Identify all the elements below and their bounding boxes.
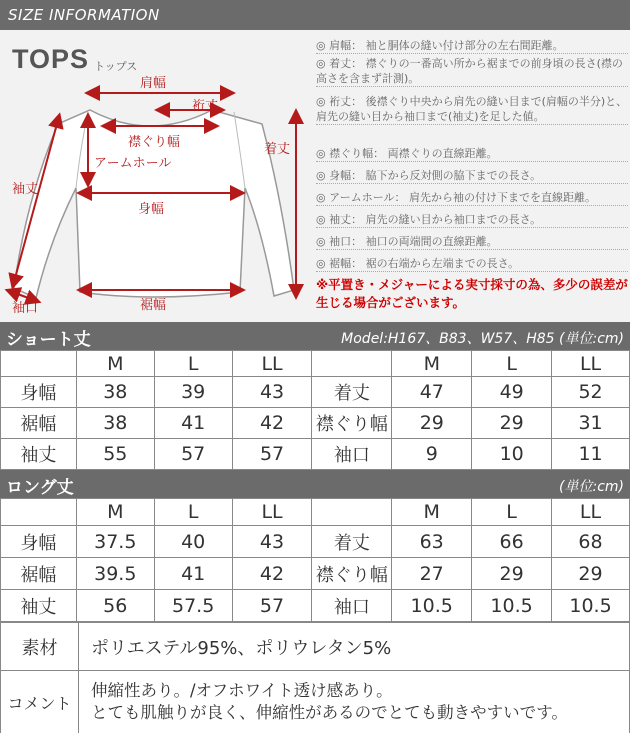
table-row [1, 408, 630, 439]
table-cell: 38 [76, 377, 154, 408]
table-cell: 37.5 [76, 526, 154, 558]
size-ll: LL [552, 351, 630, 377]
row-label: 裾幅 [1, 408, 77, 439]
comment-row [1, 671, 630, 733]
long-size-table [0, 498, 630, 622]
tops-subtitle: トップス [94, 60, 138, 73]
row-label: 袖口 [312, 590, 392, 622]
table-cell: 66 [472, 526, 552, 558]
desc-kitake: ◎ 着丈： 襟ぐりの一番高い所から裾までの前身頃の長さ(襟の高さを含まず計測)。 [316, 56, 628, 87]
desc-sodeguchi: ◎ 袖口： 袖口の両端間の直線距離。 [316, 234, 628, 250]
comment-value [79, 671, 630, 733]
comment-line-2: とても肌触りが良く、伸縮性があるのでとても動きやすいです。 [91, 703, 568, 722]
size-l: L [472, 499, 552, 526]
row-label: 襟ぐり幅 [312, 408, 392, 439]
table-cell: 41 [154, 408, 232, 439]
label-erigurihaba: 襟ぐり幅 [128, 135, 181, 150]
table-cell: 10.5 [392, 590, 472, 622]
label-sodeguchi: 袖口 [12, 301, 39, 316]
table-cell: 29 [472, 408, 552, 439]
table-cell: 47 [392, 377, 472, 408]
row-label: 着丈 [312, 526, 392, 558]
table-cell: 52 [552, 377, 630, 408]
label-susohaba: 裾幅 [140, 298, 167, 313]
table-cell: 43 [232, 377, 312, 408]
short-size-table [0, 350, 630, 470]
desc-mihaba: ◎ 身幅： 脇下から反対側の脇下までの長さ。 [316, 168, 628, 184]
desc-susohaba: ◎ 裾幅： 裾の右端から左端までの長さ。 [316, 256, 628, 272]
short-title: ショート丈 [6, 330, 91, 350]
table-cell: 40 [154, 526, 232, 558]
label-katahaba: 肩幅 [140, 76, 167, 91]
table-cell: 11 [552, 439, 630, 470]
table-cell: 56 [76, 590, 154, 622]
long-unit: (単位:cm) [559, 479, 624, 495]
row-label: 袖口 [312, 439, 392, 470]
material-value: ポリエステル95%、ポリウレタン5% [79, 623, 630, 671]
label-sodetake: 袖丈 [12, 182, 39, 197]
size-l: L [154, 351, 232, 377]
table-cell: 68 [552, 526, 630, 558]
table-cell: 29 [472, 558, 552, 590]
size-info-header [0, 0, 630, 30]
row-label: 裾幅 [1, 558, 77, 590]
table-row [1, 377, 630, 408]
row-label: 袖丈 [1, 439, 77, 470]
desc-katahaba: ◎ 肩幅： 袖と胴体の縫い付け部分の左右間距離。 [316, 38, 628, 54]
desc-erigurihaba: ◎ 襟ぐり幅： 両襟ぐりの直線距離。 [316, 146, 628, 162]
table-row [1, 499, 630, 526]
size-m: M [392, 499, 472, 526]
label-kitake: 着丈 [264, 142, 291, 157]
size-m: M [76, 499, 154, 526]
table-cell: 39 [154, 377, 232, 408]
measure-warning: ※平置き・メジャーによる実寸採寸の為、多少の誤差が生じる場合がございます。 [316, 277, 628, 310]
desc-armhole: ◎ アームホール： 肩先から袖の付け下までを直線距離。 [316, 190, 628, 206]
table-cell: 57 [232, 590, 312, 622]
long-title: ロング丈 [6, 478, 74, 498]
table-row [1, 439, 630, 470]
row-label: 袖丈 [1, 590, 77, 622]
table-cell: 63 [392, 526, 472, 558]
material-table [0, 622, 630, 733]
comment-line-1: 伸縮性あり。/オフホワイト透け感あり。 [91, 681, 393, 700]
row-label: 襟ぐり幅 [312, 558, 392, 590]
table-cell: 57.5 [154, 590, 232, 622]
table-row [1, 590, 630, 622]
table-cell: 38 [76, 408, 154, 439]
table-row [1, 351, 630, 377]
table-row [1, 526, 630, 558]
table-cell: 29 [392, 408, 472, 439]
table-cell: 10.5 [552, 590, 630, 622]
table-cell: 42 [232, 558, 312, 590]
comment-label: コメント [1, 671, 79, 733]
short-model-info: Model:H167、B83、W57、H85 (単位:cm) [341, 331, 624, 347]
table-cell: 42 [232, 408, 312, 439]
row-label: 身幅 [1, 526, 77, 558]
table-cell: 10.5 [472, 590, 552, 622]
table-cell: 39.5 [76, 558, 154, 590]
table-cell: 9 [392, 439, 472, 470]
size-l: L [472, 351, 552, 377]
table-cell: 57 [232, 439, 312, 470]
size-l: L [154, 499, 232, 526]
tops-title: TOPS [12, 44, 90, 74]
short-section-header [0, 322, 630, 350]
label-yukitake: 裄丈 [192, 99, 219, 114]
size-m: M [392, 351, 472, 377]
long-section-header [0, 470, 630, 498]
material-row [1, 623, 630, 671]
desc-yukitake: ◎ 裄丈： 後襟ぐり中央から肩先の縫い目まで(肩幅の半分)と、肩先の縫い目から袖口まで(袖丈)を足した値。 [316, 95, 628, 123]
size-m: M [76, 351, 154, 377]
table-cell: 27 [392, 558, 472, 590]
table-cell: 57 [154, 439, 232, 470]
table-cell: 49 [472, 377, 552, 408]
header-title: SIZE INFORMATION [8, 6, 160, 24]
size-ll: LL [232, 351, 312, 377]
material-label: 素材 [1, 623, 79, 671]
table-cell: 43 [232, 526, 312, 558]
row-label: 身幅 [1, 377, 77, 408]
table-row [1, 558, 630, 590]
label-armhole: アームホール [94, 156, 172, 171]
table-cell: 55 [76, 439, 154, 470]
label-mihaba: 身幅 [138, 202, 165, 217]
desc-sodetake: ◎ 袖丈： 肩先の縫い目から袖口までの長さ。 [316, 212, 628, 228]
table-cell: 41 [154, 558, 232, 590]
table-cell: 31 [552, 408, 630, 439]
row-label: 着丈 [312, 377, 392, 408]
table-cell: 29 [552, 558, 630, 590]
size-ll: LL [232, 499, 312, 526]
size-ll: LL [552, 499, 630, 526]
table-cell: 10 [472, 439, 552, 470]
